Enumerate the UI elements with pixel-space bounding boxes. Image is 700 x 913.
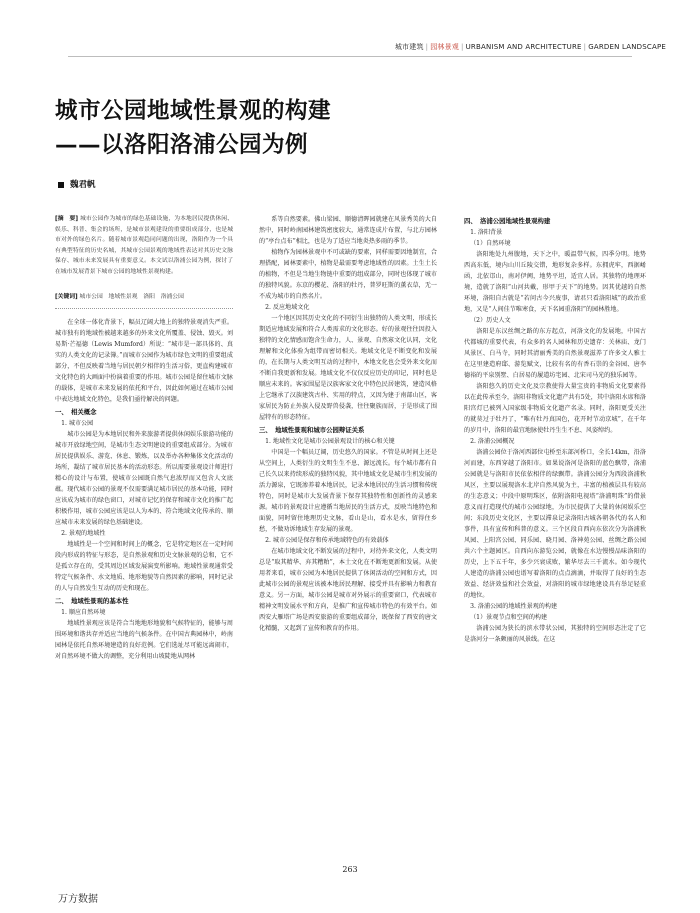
- dotted-divider: [55, 308, 233, 309]
- subsection-heading-3-2: 2. 城市公园是保存和传承地域特色的有效载体: [265, 537, 389, 544]
- paragraph: 地域性景观应该是符合当地地形地貌和气候特征的，能够与周围环境和谐共存并适应当地的气候条件。在中国古典园林中，岭南园林是依托自然环境建造的良好范例。它们选址尽可能远离闹市，对自然环境不做大的调整，充分利用山坡陡地从网林: [55, 620, 233, 661]
- subsection-heading-2-1: 1. 顺应自然环境: [61, 609, 106, 617]
- footer-watermark: 万方数据: [58, 894, 98, 905]
- paragraph: 洛阳是东汉丝绸之路的东方起点，河洛文化的发展地，中国古代都城的重要代表，有众多的名人园林和历史遗存：关林庙、龙门风景区、白马寺，同时其清丽秀美的自然景观滋养了许多文人雅士在这里建造府邸、游览赋文，比较有名的有香石崇的金谷园、唐李德裕的平泉别墅、白居易的履道坊宅园、北宋司马光的独乐园等。: [464, 328, 646, 379]
- page-header: [0, 0, 700, 58]
- header-rule: [68, 56, 632, 57]
- paragraph: 植物作为园林景观中不可或缺的要素，同样需要因地制宜，合理搭配，园林要素中，植物是最需要考虑地域性的因素。土生土长的植物，不但是当地生物链中重要的组成部分，同时也体现了城市的独特风貌。东京的樱花、洛阳的牡丹，普罗旺斯的薰衣草，无一不成为城市的自然名片。: [259, 249, 437, 300]
- subsection-heading-4-2: 2. 洛浦公园概况: [470, 438, 515, 445]
- square-bullet-icon: [58, 182, 64, 188]
- subsection-heading-3-1: 1. 地域性文化是城市公园景观设计的核心和关键: [265, 438, 395, 445]
- abstract-label: [摘 要]: [55, 216, 79, 222]
- subsubsection-heading-history: （2）历史人文: [470, 317, 511, 324]
- subsection-heading-1-2: 2. 景观的地域性: [61, 530, 106, 538]
- column-1: [55, 214, 233, 662]
- column-3: [464, 214, 646, 645]
- keywords-label: [关键词]: [55, 293, 78, 300]
- paragraph: 洛浦公园为狭长的滨水带状公园，其独特的空间形态注定了它是洛河分一条颇丽的风景线。在这: [464, 625, 646, 643]
- abstract-text: 城市公园作为城市的绿色基础设施，为本地居民提供休闲、娱乐、科普、集会的场所，是城市景观建设的重要组成部分，也是城市对外的绿色名片。随着城市景观趋同问题的出现，洛阳作为一个具有典型特征的历史名城，其城市公园景观的地域性表达对其历史文脉保存、城市未来发展具有重要意义。本文试以洛浦公园为例，探讨了在城市发展背景下城市公园的地域性景观构建。: [55, 216, 233, 275]
- page-number: 263: [342, 865, 358, 874]
- subsection-heading-4-3: 3. 洛浦公园的地域性景观的构建: [470, 603, 558, 610]
- paragraph: 系等自然要素。佛山梁园、顺德清晖园就建在风景秀美的大自然中，同时岭南园林建筑密度较大，通常连成片布置，与北方园林的“亭台点布”相比，也是为了适应当地炎热多雨的季节。: [259, 216, 437, 245]
- header-section-landscape: 园林景观: [430, 43, 460, 51]
- intro-paragraph: 在全球一体化背景下，幅员辽阔大地上的独特景观消失严重。城市独有的地域性被越来越多的外来文化所覆盖、侵蚀、毁灭。刘易斯·芒福德（Lewis Mumford）所说：“城市是一部具体的、真实的人类文化的记录簿。”而城市公园作为城市绿色文明的重要组成部分，不但反映着当地与居民朝夕相伴的生活习俗，更直构建城市文化特色的大画面中扮演着重要的作用。城市公园是留住城市文脉的载体，是城市未来发展的依托和平台，因此如何通过在城市公园中表达地域文化特色，是我们亟待解决的问题。: [55, 319, 233, 404]
- author-line: [58, 178, 96, 190]
- article-title: [55, 94, 655, 162]
- column-2: [259, 214, 437, 634]
- paragraph: 在城市地域文化不断发展的过程中，对待外来文化，人类文明总是“取其精华、弃其糟粕”，本土文化在不断地更新和发展。从使用者来看，城市公园为本地居民提供了休闲活动的空间和方式，因此城市公园的景观应该被本地居民理解、接受并具有影响力和教育意义。另一方面，城市公园是城市对外展示的重要窗口，代表城市精神文明发展水平和方向，是推广和宣传城市特色的有效平台。如西安大雁塔广场是西安旅游的重要组成部分，既保留了西安的唐文化精髓，又起到了宣传和教育的作用。: [259, 548, 437, 632]
- paragraph: 中国是一个幅员辽阔，历史悠久的国家。不管是从时间上还是从空间上，人类衍生的文明生生不息、源远流长。每个城市都有自己长久以来持续形成的独特风貌，其中地域文化是城市生机发展的活力源泉，它既渗养着本地居民，记录本地居民的生活习惯和传统特色，同时是城市大发展背景下保存其独特性和创新性的灵感来源。城市的景观设计应遵循当地居民的生活方式，反映当地特色和面貌，同时留住地理历史文脉，看山是山，看水是水，留得住乡愁，不做劝诉地域生存发展的景观。: [259, 449, 437, 533]
- subsection-heading-1-1: 1. 城市公园: [61, 420, 94, 428]
- keywords: [55, 292, 233, 303]
- section-heading-3: 三、 地域性景观和城市公园辩证关系: [259, 426, 365, 434]
- subsubsection-heading-nodes: （1）景观节点和空间的构建: [470, 614, 548, 621]
- subsubsection-heading-natural: （1）自然环境: [470, 240, 511, 247]
- section-heading-2: 二、 地域性景观的基本性: [55, 597, 129, 606]
- header-section-urban: 城市建筑: [394, 43, 424, 51]
- paragraph: 城市公园是为本地居民和外来旅游者提供休闲娱乐旅游功能的城市开放绿地空间，是城市生态文明建设的重要组成部分。为城市居民提供娱乐、游览、休息、锻炼，以及举办各种集体文化活动的场所，凝结了城市居民基本的活动形态。所以需要景观设计师进行精心的设计与布置，使城市公园既自然气息浓厚而又包含人文底蕴。现代城市公园的景观不仅需要满足城市居民的基本功能，同时应该成为城市的绿色窗口，对城市记忆的保存和城市文化的推广起积极作用，城市公园应该是以人为本的、符合地域文化传承的、顺应城市未来发展的绿色基础建设。: [55, 431, 233, 527]
- abstract: [55, 214, 233, 278]
- paragraph: 洛浦公园位于洛河西部位屯桥至东部河桥口，全长14km，沿洛河而建，东西穿越了洛阳市。如果说洛河是洛阳的蓝色飘带，洛浦公园就是与洛阳市民依依相伴的绿飘带。洛浦公园分为西段洛浦秋风区，主要以展现洛水北岸自然风貌为主，丰富的植被层具有较高的生态意义；中段中原明珠区，依附洛阳电视塔“洛浦明珠”的借景意义而打造现代的城市公园绿地，为市民提供了大量的休闲娱乐空间；东段历史文化区，主要以滞泉记录洛阳古城各朝各代的名人和事件，具有宣传和科普的意义。三个区段自西向东依次分为洛浦秋风园、上阳宫公园、同乐园、晓月园、洛神苑公园、丝绸之路公园共六个主题园区。自西向东游览公园，就像在水边慢慢品味洛阳的历史，上下五千年，多少兴衰成败，繁华尽去三千流水。如今现代人建造的洛浦公园也谱写着洛阳的点点滴滴，并取得了良好的生态效益、经济效益和社会效益，对洛阳的城市绿地建设具有举足轻重的地位。: [464, 449, 646, 599]
- paragraph: 洛阳悠久的历史文化及宗教使得大量宝贵的非物质文化要素得以在此传承至今，洛阳非物质文化遗产共有5处，其中洛阳水席和洛阳宫灯已被列入国家级非物质文化遗产名录。同时，洛阳更受关注的就莫过于牡丹了，“唯有牡丹真国色，花开时节动京城”，在千年的岁月中，洛阳的最宜地脉使牡丹生生不息、风姿绰约。: [464, 383, 646, 434]
- title-line-2: ——以洛阳洛浦公园为例: [55, 132, 309, 158]
- paragraph: 一个地区因其历史文化的不同衍生出独特的人类文明，形成长期适应地域发展和符合人类需求的文化形态。好的景观往往因投入独特的文化情感而饱含生命力，人、景观、自然寡文化认同，文化理解和文化体验为组带而密切相关。地域文化是不断变化和发展的，在长期与人类文明互动的过程中，本地文化也会受外来文化而不断自我更新和发展。地域文化不仅仅反应历史的印记，同时也是顺应未来的。客家围屋是汉族客家文化中特色民居建筑，建造风格上它继承了汉族建筑古朴、实用的特点，又因为建于南部山区，客家居民为防止外族入侵及野兽侵袭，往往聚族而居，于是形成了围屋特有的形态特征。: [259, 315, 437, 421]
- subsection-heading-4-1: 1. 洛阳背景: [470, 229, 503, 236]
- title-line-1: 城市公园地域性景观的构建: [55, 98, 332, 124]
- subsection-heading-2-2: 2. 反应地域文化: [265, 304, 310, 311]
- header-section-landscape-en: GARDEN LANDSCAPE: [588, 43, 666, 51]
- section-heading-1: 一、 相关概念: [55, 408, 97, 417]
- keywords-text: 城市公园 地域性景观 洛阳 洛浦公园: [79, 293, 184, 300]
- paragraph: 洛阳地处九州腹地，天下之中，暖温带气候，四季分明。地势西高东低，境内山川丘陵交错，地形复杂多样。东拥虎牢，西据崤函，北依邙山，南对伊阙，地势平坦，适宜人居。其独特的地理环境，造就了洛阳“山河共戴，形甲于天下”的地势。因其优越的自然环境，洛阳自古就是“若问古今兴废事，请君只看洛阳城”的政治重地，又是“人间佳节唯寒食，天下名园重洛阳”的园林胜地。: [464, 251, 646, 313]
- author-name: 魏君帆: [70, 180, 96, 190]
- running-header: 城市建筑 | 园林景观 | URBANISM AND ARCHITECTURE | GARDEN LANDSCAPE: [394, 43, 666, 51]
- section-heading-4: 四、 洛浦公园地域性景观构建: [464, 217, 551, 225]
- header-section-urban-en: URBANISM AND ARCHITECTURE: [465, 43, 582, 51]
- paragraph: 地域性是一个空间和时间上的概念，它是特定地区在一定时间段内形成的特征与形态，是自然景观和历史文脉景观的总和，它不是孤立存在的，受其周边区域发展演变所影响。地域性景观通常受特定气候条件、水文地质、地形地貌等自然因素的影响，同时记录的人与自然发生互动的历史和现在。: [55, 541, 233, 593]
